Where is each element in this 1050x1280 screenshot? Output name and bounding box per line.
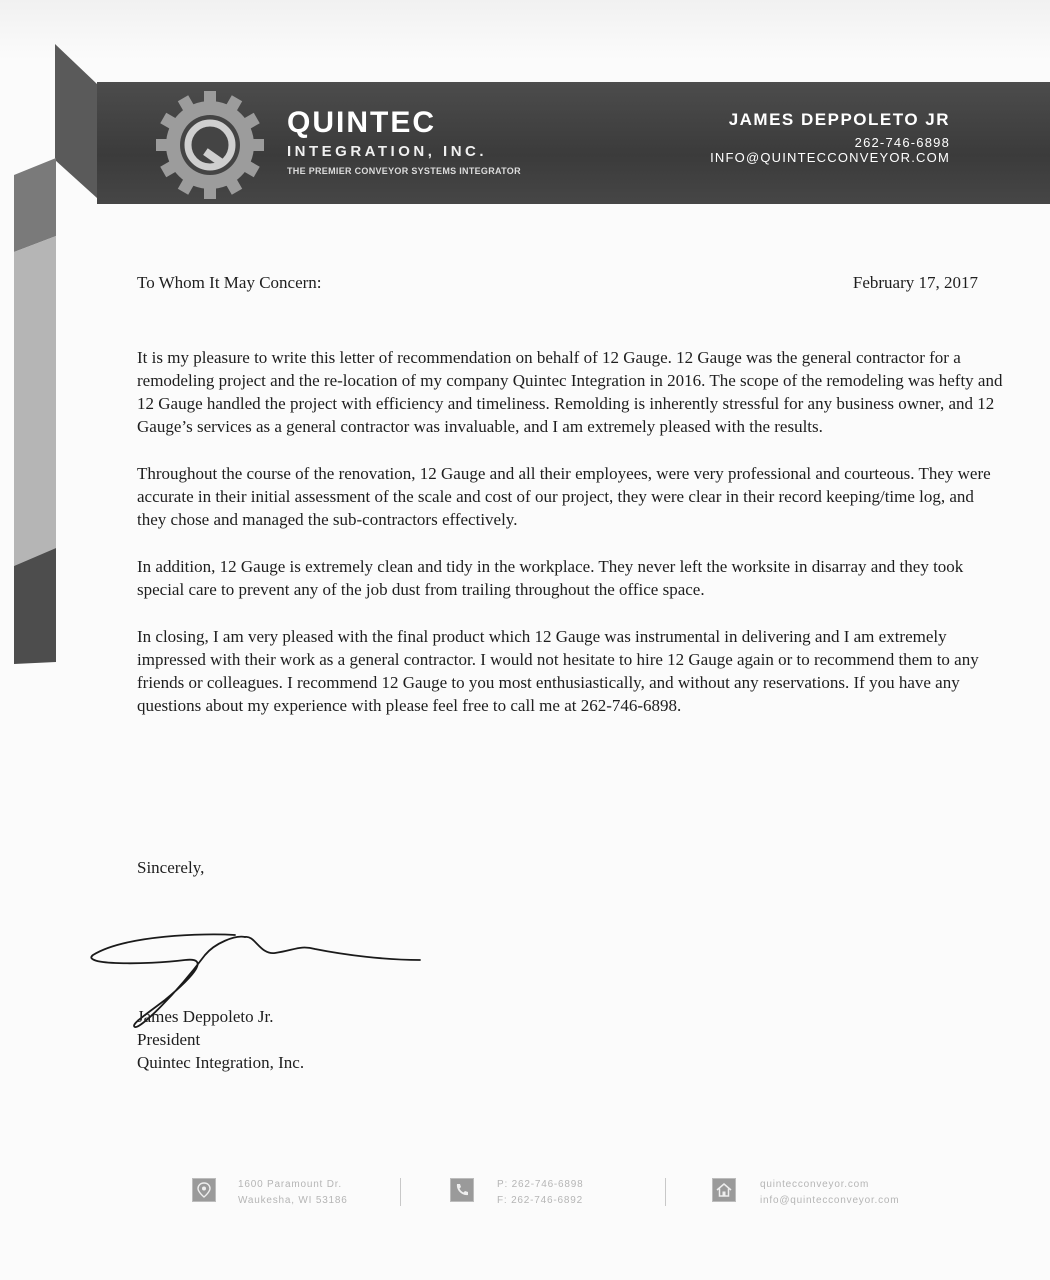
paragraph: Throughout the course of the renovation, 12 Gauge and all their employees, were very professional and courteous. They were accurate in their initial assessment of the scale and cost of our project, they were clear in their record keeping/time log, and they chose and managed the sub-contractors effectively.	[137, 464, 991, 529]
phone-line: P: 262-746-6898	[497, 1179, 584, 1190]
company-subtitle: INTEGRATION, INC.	[287, 143, 488, 160]
gear-logo-icon	[152, 87, 268, 203]
footer-address	[238, 1177, 348, 1209]
letter-body	[137, 346, 1007, 741]
contact-phone: 262-746-6898	[854, 135, 950, 150]
map-pin-icon	[192, 1178, 216, 1202]
signer-name: James Deppoleto Jr.	[137, 1007, 274, 1026]
fax-line: F: 262-746-6892	[497, 1195, 583, 1206]
paragraph: It is my pleasure to write this letter of recommendation on behalf of 12 Gauge. 12 Gauge was the general contractor for a remodeling project and the re-location of my company Quintec Integration in 2016. The scope of the remodeling was hefty and 12 Gauge handled the project with efficiency and timeliness. Remolding is inherently stressful for any business owner, and 12 Gauge’s services as a general contractor was invaluable, and I am extremely pleased with the results.	[137, 348, 1003, 436]
company-tagline: THE PREMIER CONVEYOR SYSTEMS INTEGRATOR	[287, 166, 521, 176]
salutation: To Whom It May Concern:	[137, 273, 322, 292]
address-line-1: 1600 Paramount Dr.	[238, 1179, 342, 1190]
website: quintecconveyor.com	[760, 1179, 870, 1190]
closing: Sincerely,	[137, 858, 205, 877]
signer-company: Quintec Integration, Inc.	[137, 1053, 305, 1072]
company-name: QUINTEC	[287, 106, 436, 139]
footer-divider	[400, 1178, 401, 1206]
paragraph: In closing, I am very pleased with the final product which 12 Gauge was instrumental in delivering and I am extremely impressed with their work as a general contractor. I would not hesitate to hire 12 Gauge again or to recommend them to any friends or colleagues. I recommend 12 Gauge to you most enthusiastically, and without any reservations. If you have any questions about my experience with please feel free to call me at 262-746-6898.	[137, 627, 979, 715]
contact-name: JAMES DEPPOLETO JR	[728, 110, 950, 129]
side-decoration	[0, 0, 100, 680]
footer-web	[760, 1177, 899, 1209]
letterhead-footer	[190, 1172, 970, 1222]
paragraph: In addition, 12 Gauge is extremely clean and tidy in the workplace. They never left the worksite in disarray and they took special care to prevent any of the job dust from trailing throughout the office space.	[137, 557, 964, 599]
phone-icon	[450, 1178, 474, 1202]
address-line-2: Waukesha, WI 53186	[238, 1195, 348, 1206]
footer-email: info@quintecconveyor.com	[760, 1195, 900, 1206]
footer-divider	[665, 1178, 666, 1206]
scan-shadow	[0, 0, 1050, 60]
home-icon	[712, 1178, 736, 1202]
signer-block	[137, 1005, 304, 1074]
footer-phones	[497, 1177, 584, 1209]
contact-email: INFO@QUINTECCONVEYOR.COM	[710, 150, 950, 165]
header-contact	[710, 110, 950, 166]
signer-title: President	[137, 1030, 201, 1049]
letterhead-header	[97, 82, 1050, 204]
letter-date: February 17, 2017	[852, 273, 978, 292]
